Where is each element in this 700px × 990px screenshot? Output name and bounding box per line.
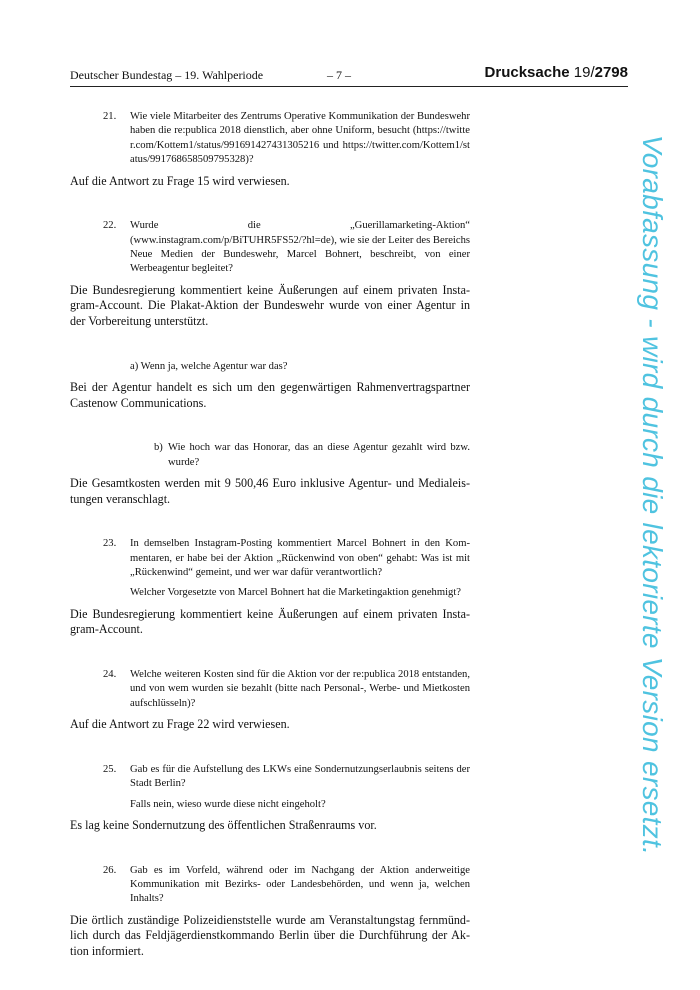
doc-slash: / bbox=[590, 64, 595, 81]
question-text-2: Welcher Vorgesetzte von Marcel Bohnert hat die Marketingaktion genehmigt? bbox=[130, 587, 461, 599]
answer-22b: Die Gesamtkosten werden mit 9 500,46 Euro inklusive Agentur- und Medialeistungen veranschlagt. bbox=[70, 476, 470, 506]
question-text: In demselben Instagram-Posting kommentiert Marcel Bohnert in den Kommentaren, er habe bei der Aktion „Rückenwind von oben“ gehabt: Was ist mit „Rückenwind“ gemeint, und wer war dafür verantwortlich? bbox=[130, 538, 470, 579]
question-text: Welche weiteren Kosten sind für die Aktion vor der re:publica 2018 entstanden, und von wem wurden sie bezahlt (bitte nach Personal-, Werbe- und Mietkosten aufschlüsseln)? bbox=[130, 669, 470, 709]
answer-26: Die örtlich zuständige Polizeidienststelle wurde am Veranstaltungstag fernmündlich durch das Feldjägerdienstkommando Berlin über die Durchführung der Aktion informiert. bbox=[70, 912, 470, 959]
question-22b bbox=[154, 441, 470, 470]
question-number: 23. bbox=[103, 538, 117, 550]
question-text: Wurde die „Guerillamarketing-Aktion“ (www.instagram.com/p/BiTUHR5FS52/?hl=de), wie sie der Leiter des Bereichs Neue Medien der Bundeswehr, Marcel Bohnert, beschreibt, von einer Werbeagentur begleitet? bbox=[130, 220, 470, 275]
document-number bbox=[485, 64, 628, 81]
answer-22: Die Bundesregierung kommentiert keine Äußerungen auf einem privaten Instagram-Account. Die Plakat-Aktion der Bundeswehr wurde von einer Agentur in der Vorbereitung unterstützt. bbox=[70, 282, 470, 329]
parliament-label: Deutscher Bundestag – 19. Wahlperiode bbox=[70, 68, 264, 82]
main-content bbox=[70, 110, 470, 960]
question-number: 22. bbox=[103, 220, 117, 232]
doc-label: Drucksache bbox=[484, 64, 570, 81]
page-number: – 7 – bbox=[327, 68, 351, 82]
page-header bbox=[70, 64, 628, 87]
question-26 bbox=[103, 864, 470, 907]
doc-prefix: 19 bbox=[573, 64, 591, 81]
sub-text: Wie hoch war das Honorar, das an diese Agentur gezahlt wird bzw. wurde? bbox=[168, 442, 470, 468]
question-text: Gab es im Vorfeld, während oder im Nachgang der Aktion anderweitige Kommunikation mit Bezirks- oder Landesbehörden, und wenn ja, welchen Inhalts? bbox=[130, 864, 470, 905]
question-text: Wie viele Mitarbeiter des Zentrums Operative Kommunikation der Bundeswehr haben die re:publica 2018 dienstlich, aber ohne Uniform, besucht (https://twitter.com/Kottem1/status/991691427431305216 und https://twitter.com/Kottem1/status/991768658509795328)? bbox=[130, 111, 470, 166]
question-number: 21. bbox=[103, 111, 117, 122]
question-23 bbox=[103, 537, 470, 601]
question-number: 24. bbox=[103, 669, 117, 681]
question-text: Gab es für die Aufstellung des LKWs eine Sondernutzungserlaubnis seitens der Stadt Berlin? bbox=[130, 763, 470, 790]
doc-number: 2798 bbox=[594, 64, 628, 81]
answer-24: Auf die Antwort zu Frage 22 wird verwiesen. bbox=[70, 717, 290, 732]
question-number: 26. bbox=[103, 864, 117, 876]
watermark-text: Vorabfassung - wird durch die lektorierte Version ersetzt. bbox=[637, 134, 668, 856]
answer-22a: Bei der Agentur handelt es sich um den gegenwärtigen Rahmenvertragspartner Castenow Communications. bbox=[70, 380, 470, 410]
answer-25: Es lag keine Sondernutzung des öffentlichen Straßenraums vor. bbox=[70, 818, 377, 833]
question-21 bbox=[103, 110, 470, 168]
answer-21: Auf die Antwort zu Frage 15 wird verwiesen. bbox=[70, 173, 290, 188]
question-text-2: Falls nein, wieso wurde diese nicht eingeholt? bbox=[130, 798, 326, 810]
answer-23: Die Bundesregierung kommentiert keine Äußerungen auf einem privaten Instagram-Account. bbox=[70, 606, 470, 637]
question-number: 25. bbox=[103, 763, 117, 775]
question-22 bbox=[103, 219, 470, 277]
question-22a: a) Wenn ja, welche Agentur war das? bbox=[130, 360, 288, 372]
draft-watermark bbox=[632, 0, 672, 990]
question-25 bbox=[103, 763, 470, 812]
sub-label: b) bbox=[154, 442, 163, 454]
question-24 bbox=[103, 668, 470, 711]
